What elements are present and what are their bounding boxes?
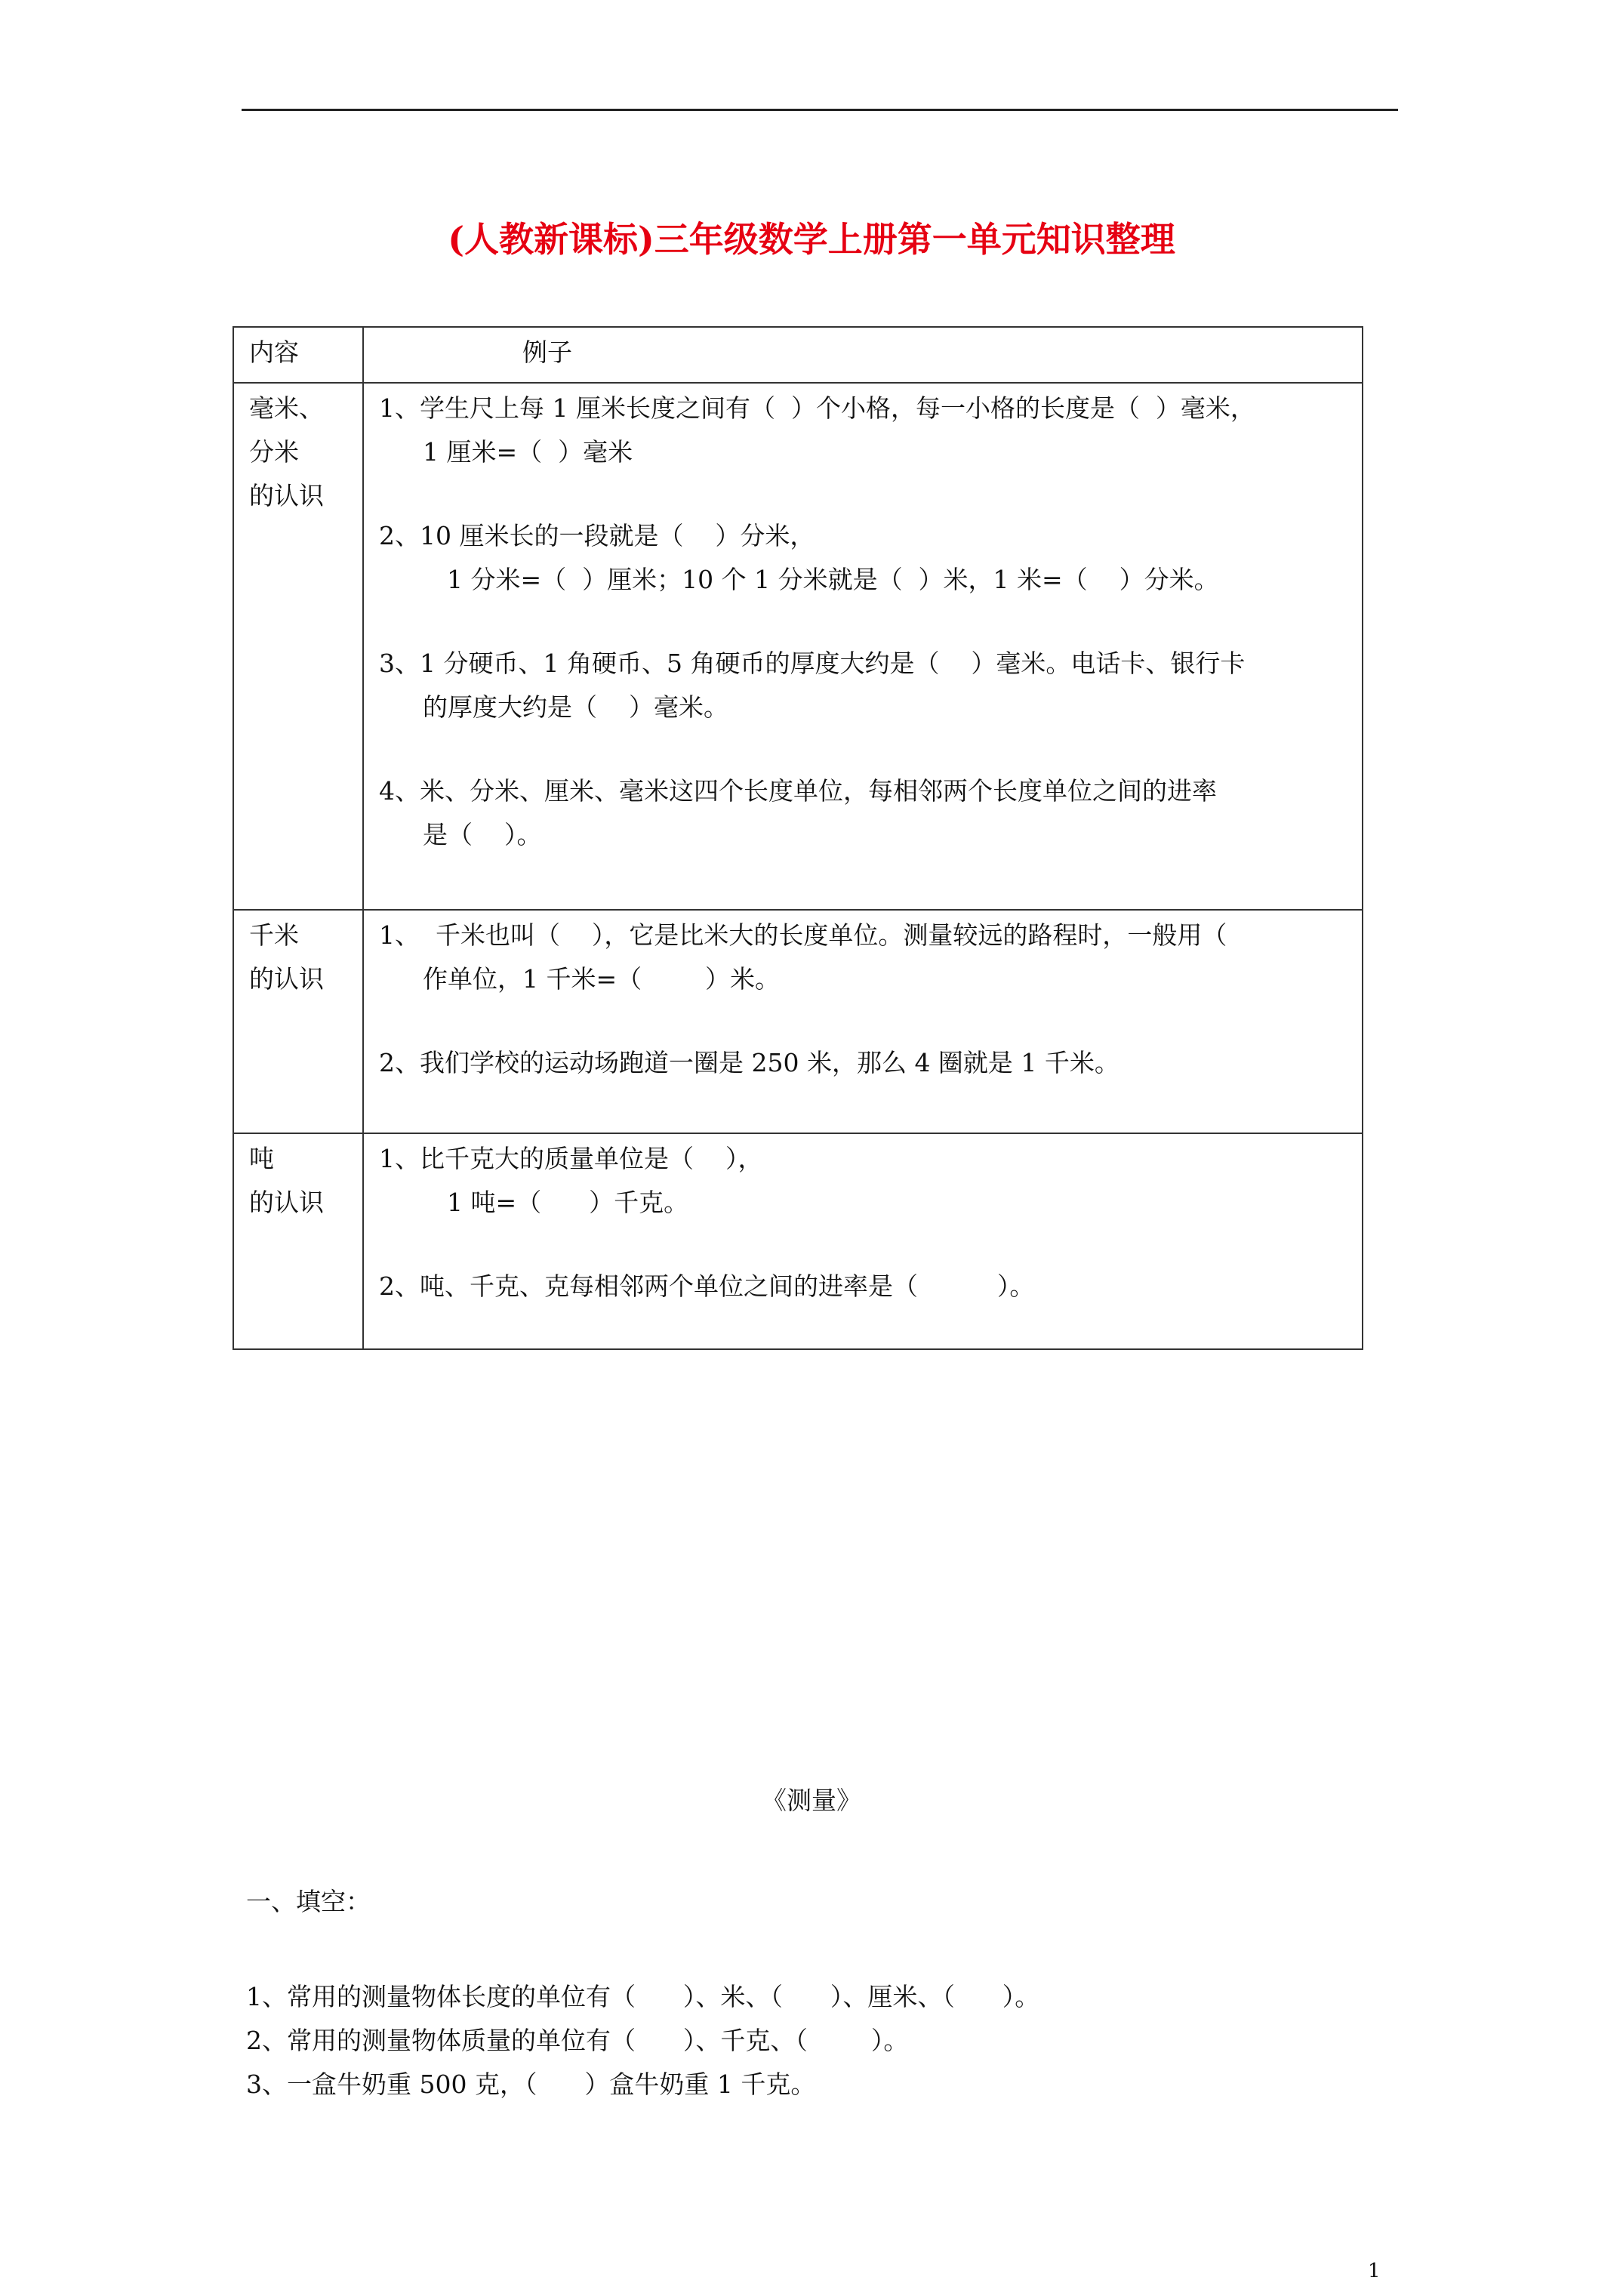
examples-cell [363,1133,1363,1349]
question-list [246,1975,1039,2106]
examples-cell [363,383,1363,910]
example-line: 4、米、分米、厘米、毫米这四个长度单位，每相邻两个长度单位之间的进率 [379,776,1217,806]
question-item: 3、一盒牛奶重 500 克，（ ）盒牛奶重 1 千克。 [246,2069,816,2099]
topic-label: 千米 的认识 [249,920,324,994]
example-item [379,642,1351,729]
table-header-row [233,327,1363,383]
section-title: 《测量》 [762,1786,861,1815]
topic-label: 吨 的认识 [249,1144,324,1217]
knowledge-table [233,326,1363,1350]
example-item [379,1137,1351,1225]
example-line: 是（ ）。 [423,820,542,849]
example-item [379,914,1351,1001]
example-line: 作单位，1 千米=（ ）米。 [423,964,781,994]
example-line: 1、 千米也叫（ ），它是比米大的长度单位。测量较远的路程时，一般用（ [379,920,1227,950]
header-examples-label: 例子 [522,337,572,367]
table-row-mm-dm [233,383,1363,910]
example-item [379,1265,1351,1308]
table-row-km [233,910,1363,1133]
topic-cell [233,383,363,910]
document-title: (人教新课标)三年级数学上册第一单元知识整理 [448,219,1175,260]
example-item [379,769,1351,857]
topic-cell [233,910,363,1133]
question-item: 2、常用的测量物体质量的单位有（ ）、千克、（ ）。 [246,2026,909,2055]
example-line: 1、学生尺上每 1 厘米长度之间有（ ）个小格，每一小格的长度是（ ）毫米， [379,393,1255,423]
example-item [379,387,1351,474]
header-cell-content: 内容 [233,327,363,383]
example-line: 3、1 分硬币、1 角硬币、5 角硬币的厚度大约是（ ）毫米。电话卡、银行卡 [379,649,1246,678]
example-line: 1 厘米=（ ）毫米 [423,437,633,467]
example-item [379,514,1351,602]
example-line: 1 吨=（ ）千克。 [447,1188,689,1217]
header-rule [242,109,1398,111]
topic-label: 毫米、 分米 的认识 [249,393,324,510]
example-item [379,1041,1351,1085]
topic-cell [233,1133,363,1349]
table-row-ton [233,1133,1363,1349]
header-cell-examples [363,327,1363,383]
example-line: 1、比千克大的质量单位是（ ）， [379,1144,763,1173]
example-line: 1 分米=（ ）厘米；10 个 1 分米就是（ ）米，1 米=（ ）分米。 [447,565,1219,594]
page-number: 1 [1368,2260,1381,2282]
subheading-fill-in: 一、填空： [246,1887,371,1916]
examples-cell [363,910,1363,1133]
example-line: 2、吨、千克、克每相邻两个单位之间的进率是（ ）。 [379,1271,1035,1301]
example-line: 的厚度大约是（ ）毫米。 [423,692,728,722]
example-line: 2、10 厘米长的一段就是（ ）分米， [379,521,815,550]
example-line: 2、我们学校的运动场跑道一圈是 250 米，那么 4 圈就是 1 千米。 [379,1048,1119,1077]
question-item: 1、常用的测量物体长度的单位有（ ）、米、（ ）、厘米、（ ）。 [246,1982,1040,2011]
